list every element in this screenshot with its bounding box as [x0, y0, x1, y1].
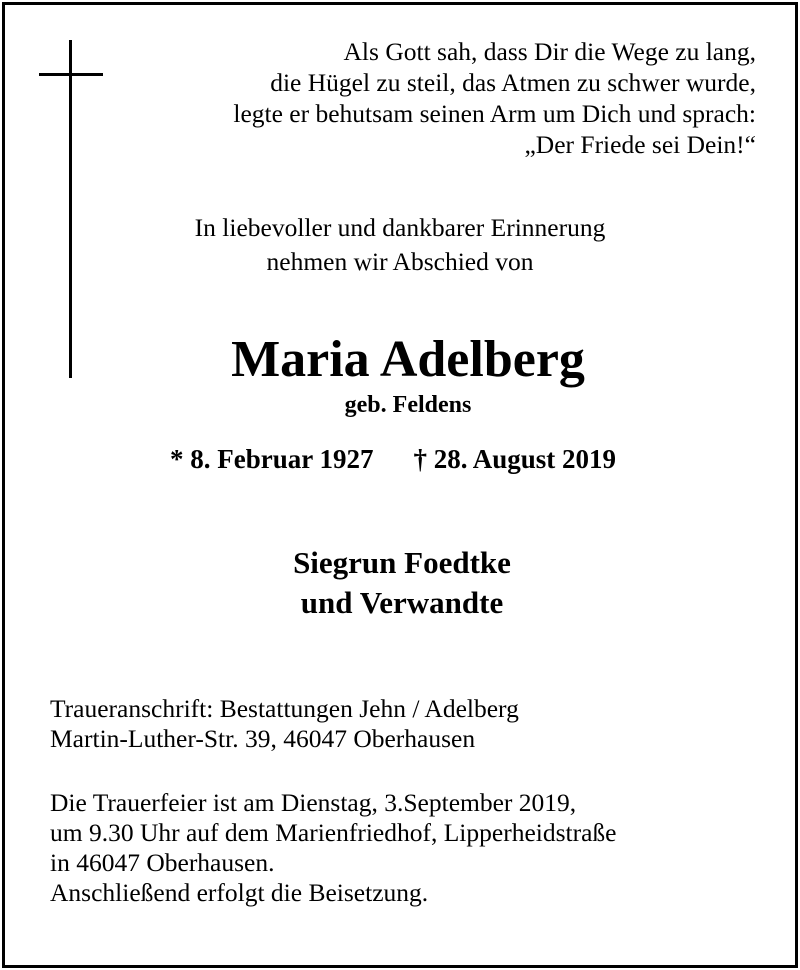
ceremony-line: um 9.30 Uhr auf dem Marienfriedhof, Lipperheidstraße: [50, 818, 617, 847]
intro-line: In liebevoller und dankbarer Erinnerung: [194, 213, 606, 242]
poem-line: „Der Friede sei Dein!“: [524, 130, 756, 159]
cross-horizontal-bar: [39, 73, 103, 76]
deceased-birth-name: geb. Feldens: [344, 392, 472, 418]
cross-vertical-bar: [69, 40, 72, 378]
poem: [233, 36, 756, 160]
ceremony-line: Anschließend erfolgt die Beisetzung.: [50, 878, 429, 907]
poem-line: die Hügel zu steil, das Atmen zu schwer wurde,: [270, 68, 756, 97]
ceremony-line: Die Trauerfeier ist am Dienstag, 3.September 2019,: [50, 788, 577, 817]
poem-line: Als Gott sah, dass Dir die Wege zu lang,: [343, 37, 756, 66]
mourner-line: und Verwandte: [300, 585, 504, 620]
death-date: † 28. August 2019: [413, 444, 617, 474]
intro-text: [0, 211, 800, 279]
mourner-line: Siegrun Foedtke: [293, 545, 511, 580]
life-dates: [170, 442, 616, 476]
ceremony-line: in 46047 Oberhausen.: [50, 848, 275, 877]
deceased-name: Maria Adelberg: [231, 331, 585, 388]
intro-line: nehmen wir Abschied von: [266, 247, 534, 276]
mourners: [0, 543, 800, 623]
address-line: Martin-Luther-Str. 39, 46047 Oberhausen: [50, 724, 476, 753]
poem-line: legte er behutsam seinen Arm um Dich und sprach:: [233, 99, 756, 128]
funeral-details: [50, 788, 616, 908]
mourning-address: [50, 694, 519, 754]
address-line: Traueranschrift: Bestattungen Jehn / Adelberg: [50, 694, 519, 723]
birth-date: * 8. Februar 1927: [170, 444, 374, 474]
